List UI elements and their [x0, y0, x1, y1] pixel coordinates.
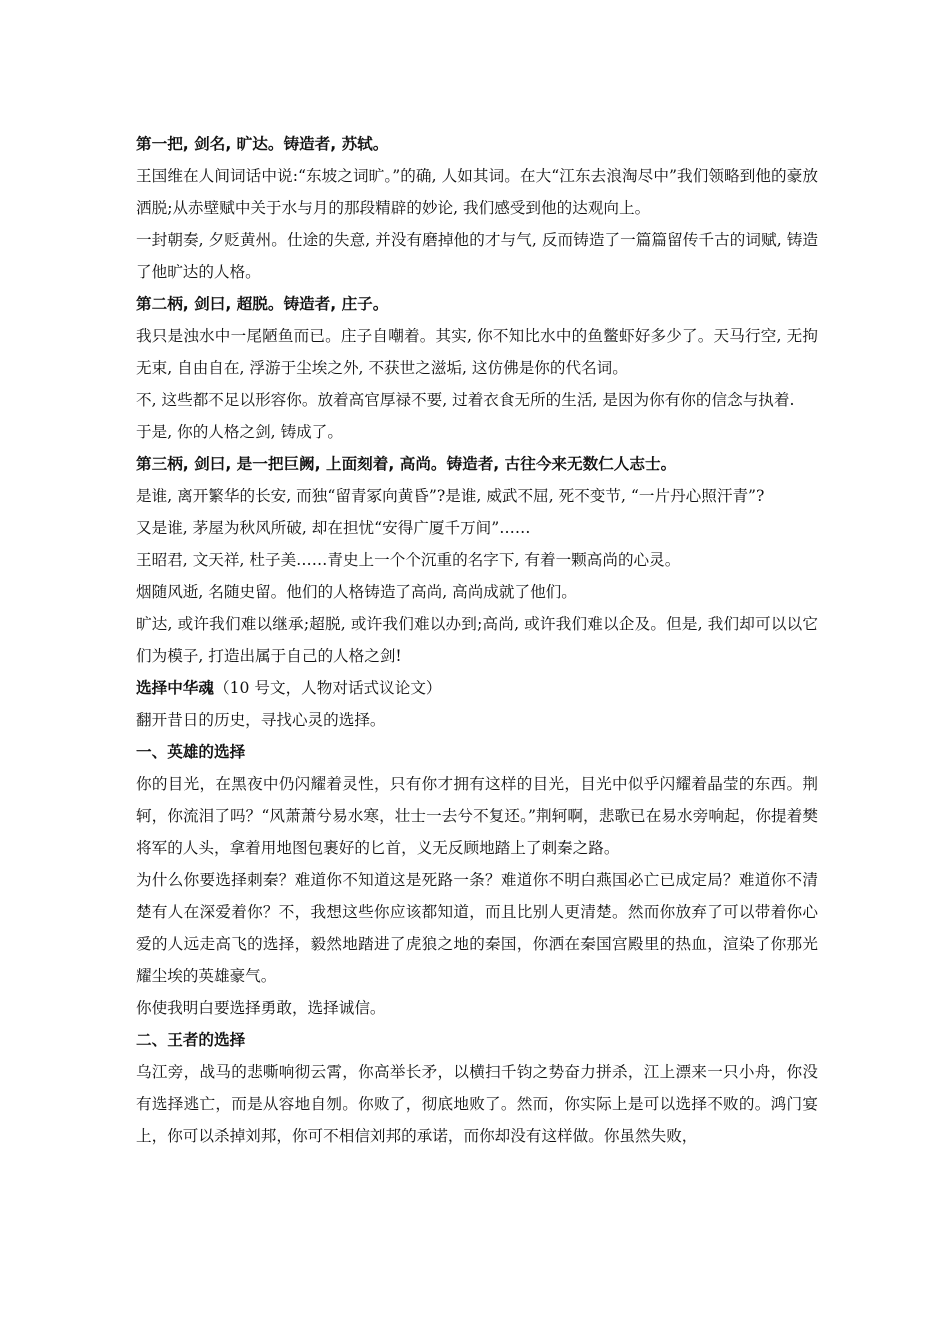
paragraph: 一封朝奏, 夕贬黄州。仕途的失意, 并没有磨掉他的才与气, 反而铸造了一篇篇留传千古的词赋, 铸造了他旷达的人格。 [136, 231, 818, 281]
essay-title-main: 选择中华魂 [136, 679, 214, 697]
paragraph: 你使我明白要选择勇敢，选择诚信。 [136, 999, 386, 1017]
paragraph: 是谁, 离开繁华的长安, 而独“留青冢向黄昏”?是谁, 威武不屈, 死不变节, “一片丹心照汗青”? [136, 487, 765, 505]
paragraph: 我只是浊水中一尾陋鱼而已。庄子自嘲着。其实, 你不知比水中的鱼鳖虾好多少了。天马行空, 无拘无束, 自由自在, 浮游于尘埃之外, 不获世之滋垢, 这仿佛是你的代名词。 [136, 327, 818, 377]
paragraph: 不, 这些都不足以形容你。放着高官厚禄不要, 过着衣食无所的生活, 是因为你有你的信念与执着. [136, 391, 795, 409]
section-heading: 第二柄, 剑曰, 超脱。铸造者, 庄子。 [136, 295, 389, 313]
paragraph: 你的目光，在黑夜中仍闪耀着灵性，只有你才拥有这样的目光，目光中似乎闪耀着晶莹的东西。荆轲，你流泪了吗？“风萧萧兮易水寒，壮士一去兮不复还。”荆轲啊，悲歌已在易水旁响起，你提着樊将军的人头，拿着用地图包裹好的匕首，义无反顾地踏上了刺秦之路。 [136, 775, 818, 857]
section-heading: 二、王者的选择 [136, 1031, 246, 1049]
essay-title [136, 672, 818, 704]
essay-title-note: （10 号文，人物对话式议论文） [213, 679, 442, 697]
paragraph: 又是谁, 茅屋为秋风所破, 却在担忧“安得广厦千万间”…… [136, 519, 531, 537]
section-heading: 一、英雄的选择 [136, 743, 246, 761]
paragraph: 旷达, 或许我们难以继承;超脱, 或许我们难以办到;高尚, 或许我们难以企及。但是, 我们却可以以它们为模子, 打造出属于自己的人格之剑! [136, 615, 818, 665]
paragraph: 烟随风逝, 名随史留。他们的人格铸造了高尚, 高尚成就了他们。 [136, 583, 577, 601]
document-body [136, 128, 818, 1152]
paragraph: 于是, 你的人格之剑, 铸成了。 [136, 423, 343, 441]
paragraph: 为什么你要选择刺秦？难道你不知道这是死路一条？难道你不明白燕国必亡已成定局？难道你不清楚有人在深爱着你？不，我想这些你应该都知道，而且比别人更清楚。然而你放弃了可以带着你心爱的人远走高飞的选择，毅然地踏进了虎狼之地的秦国，你洒在秦国宫殿里的热血，渲染了你那光耀尘埃的英雄豪气。 [136, 871, 818, 985]
paragraph: 乌江旁，战马的悲嘶响彻云霄，你高举长矛，以横扫千钧之势奋力拼杀，江上漂来一只小舟，你没有选择逃亡，而是从容地自刎。你败了，彻底地败了。然而，你实际上是可以选择不败的。鸿门宴上，你可以杀掉刘邦，你可不相信刘邦的承诺，而你却没有这样做。你虽然失败， [136, 1063, 818, 1145]
paragraph: 翻开昔日的历史，寻找心灵的选择。 [136, 711, 386, 729]
paragraph: 王国维在人间词话中说:“东坡之词旷。”的确, 人如其词。在大“江东去浪淘尽中”我们领略到他的豪放洒脱;从赤壁赋中关于水与月的那段精辟的妙论, 我们感受到他的达观向上。 [136, 167, 818, 217]
paragraph: 王昭君, 文天祥, 杜子美……青史上一个个沉重的名字下, 有着一颗高尚的心灵。 [136, 551, 681, 569]
section-heading: 第一把, 剑名, 旷达。铸造者, 苏轼。 [136, 135, 389, 153]
section-heading: 第三柄, 剑曰, 是一把巨阙, 上面刻着, 高尚。铸造者, 古往今来无数仁人志士。 [136, 455, 677, 473]
